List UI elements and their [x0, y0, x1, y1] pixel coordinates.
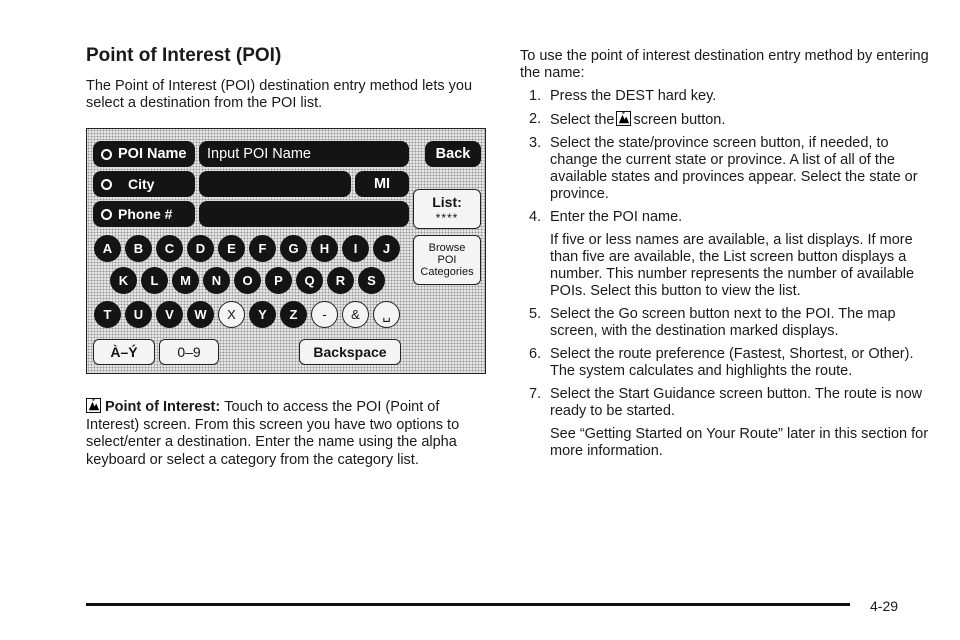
digits-button[interactable]: 0–9: [159, 339, 219, 365]
step-item: 3. Select the state/province screen button, if needed, to change the current state or province. A list of all of the available states and provinces appear. Select the state or province.: [529, 135, 918, 202]
footer-rule: [86, 603, 850, 606]
poi-name-button[interactable]: POI Name: [93, 141, 195, 167]
poi-description-text: Touch to access the POI (Point of Interest) screen. From this screen you have two options to select/enter a destination. Enter the name using the alpha keyboard or select a category from the category list.: [86, 399, 460, 468]
procedure-steps: [520, 88, 932, 460]
step-item: 2. Select the screen button.: [529, 111, 726, 128]
left-column: [86, 44, 490, 112]
key-l[interactable]: L: [141, 267, 168, 294]
key-g[interactable]: G: [280, 235, 307, 262]
key-k[interactable]: K: [110, 267, 137, 294]
right-column: [520, 48, 932, 460]
key-h[interactable]: H: [311, 235, 338, 262]
city-button[interactable]: City: [93, 171, 195, 197]
key-a[interactable]: A: [94, 235, 121, 262]
phone-button[interactable]: Phone #: [93, 201, 195, 227]
key-t[interactable]: T: [94, 301, 121, 328]
radio-icon: [101, 209, 112, 220]
key-b[interactable]: B: [125, 235, 152, 262]
radio-icon: [101, 179, 112, 190]
phone-input-field[interactable]: [199, 201, 409, 227]
point-of-interest-icon: [616, 111, 631, 126]
accented-characters-button[interactable]: À–Ý: [93, 339, 155, 365]
back-button[interactable]: Back: [425, 141, 481, 167]
key-u[interactable]: U: [125, 301, 152, 328]
backspace-button[interactable]: Backspace: [299, 339, 401, 365]
key-hyphen[interactable]: -: [311, 301, 338, 328]
key-x[interactable]: X: [218, 301, 245, 328]
key-j[interactable]: J: [373, 235, 400, 262]
key-w[interactable]: W: [187, 301, 214, 328]
procedure-intro: To use the point of interest destination entry method by entering the name:: [520, 48, 929, 81]
browse-poi-categories-button[interactable]: Browse POI Categories: [413, 235, 481, 285]
key-c[interactable]: C: [156, 235, 183, 262]
key-f[interactable]: F: [249, 235, 276, 262]
key-space[interactable]: ␣: [373, 301, 400, 328]
key-o[interactable]: O: [234, 267, 261, 294]
key-m[interactable]: M: [172, 267, 199, 294]
key-n[interactable]: N: [203, 267, 230, 294]
key-i[interactable]: I: [342, 235, 369, 262]
key-p[interactable]: P: [265, 267, 292, 294]
step-item: 7. Select the Start Guidance screen button. The route is now ready to be started. See “Getting Started on Your Route” later in this section for more information.: [529, 386, 929, 459]
step-item: 6. Select the route preference (Fastest, Shortest, or Other). The system calculates and highlights the route.: [529, 346, 914, 379]
key-y[interactable]: Y: [249, 301, 276, 328]
poi-entry-screen-illustration: [86, 128, 486, 374]
poi-term: Point of Interest:: [105, 399, 221, 415]
poi-name-input-field[interactable]: Input POI Name: [199, 141, 409, 167]
step-item: 1. Press the DEST hard key.: [529, 88, 717, 104]
step-item: 5. Select the Go screen button next to the POI. The map screen, with the destination marked displays.: [529, 306, 896, 339]
section-heading: Point of Interest (POI): [86, 45, 282, 66]
key-ampersand[interactable]: &: [342, 301, 369, 328]
key-z[interactable]: Z: [280, 301, 307, 328]
city-input-field[interactable]: [199, 171, 351, 197]
key-s[interactable]: S: [358, 267, 385, 294]
point-of-interest-icon: [86, 398, 101, 413]
intro-paragraph: The Point of Interest (POI) destination entry method lets you select a destination from the POI list.: [86, 78, 473, 111]
key-q[interactable]: Q: [296, 267, 323, 294]
list-button[interactable]: List: ****: [413, 189, 481, 229]
radio-icon: [101, 149, 112, 160]
poi-button-description: [86, 398, 490, 469]
key-d[interactable]: D: [187, 235, 214, 262]
page-number: 4-29: [870, 598, 899, 614]
step-item: 4. Enter the POI name. If five or less names are available, a list displays. If more than five are available, the List screen button displays a number. This number represents the number of available POIs. Select this button to view the list.: [529, 209, 915, 299]
key-e[interactable]: E: [218, 235, 245, 262]
key-r[interactable]: R: [327, 267, 354, 294]
mi-button[interactable]: MI: [355, 171, 409, 197]
key-v[interactable]: V: [156, 301, 183, 328]
